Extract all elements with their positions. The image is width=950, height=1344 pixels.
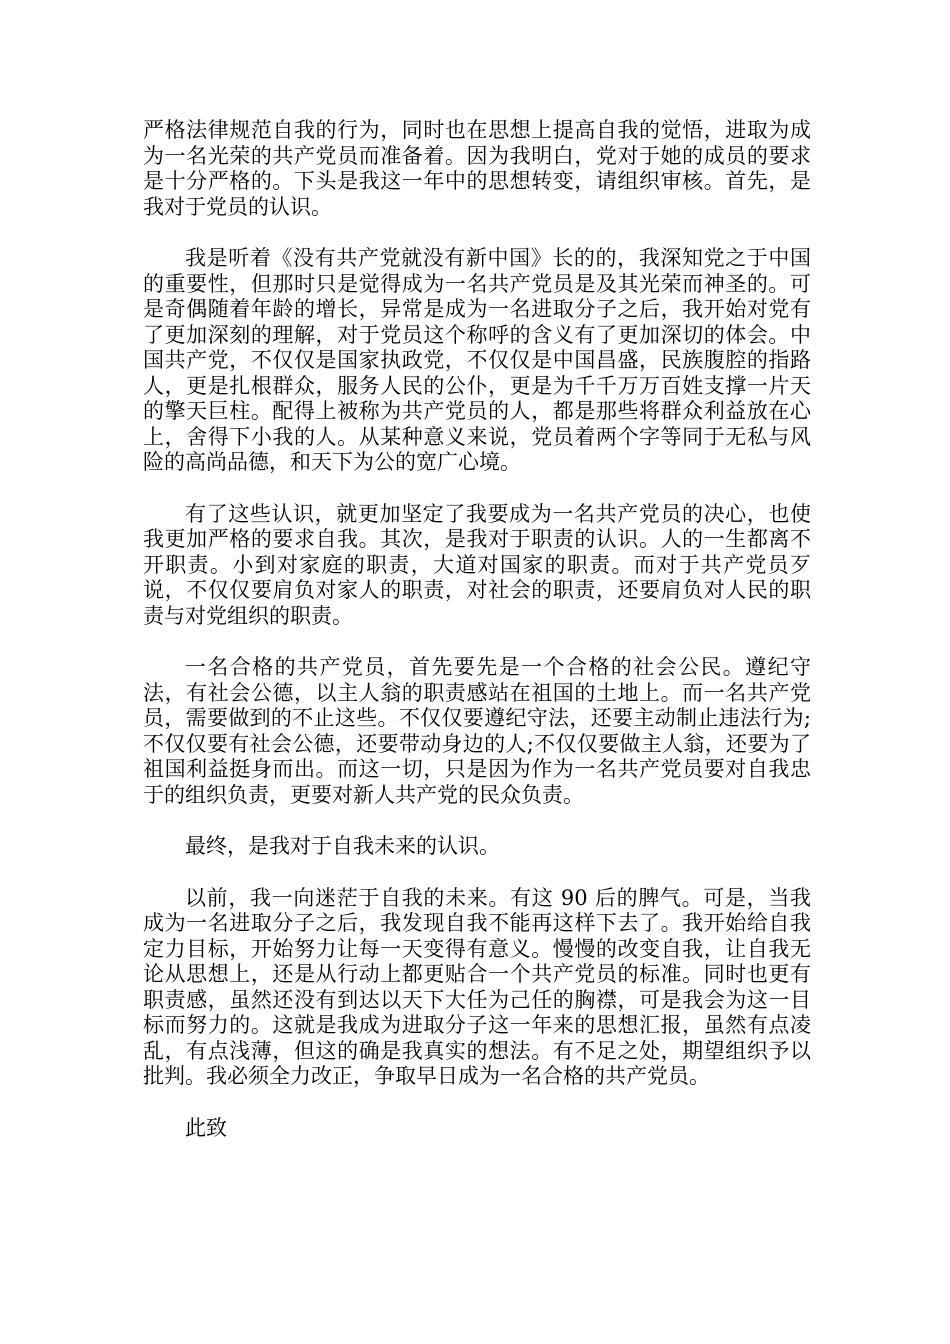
closing-salutation: 此致 (185, 1115, 227, 1140)
paragraph-4: 一名合格的共产党员，首先要先是一个合格的社会公民。遵纪守法，有社会公德，以主人翁的职责感站在祖国的土地上。而一名共产党员，需要做到的不止这些。不仅仅要遵纪守法，还要主动制止违法行为;不仅仅要有社会公德，还要带动身边的人;不仅仅要做主人翁，还要为了祖国利益挺身而出。而这一切，只是因为作为一名共产党员要对自我忠于的组织负责，更要对新人共产党的民众负责。 (143, 655, 811, 807)
document-page (143, 118, 811, 1167)
paragraph-5: 最终，是我对于自我未来的认识。 (185, 834, 500, 858)
paragraph-1: 严格法律规范自我的行为，同时也在思想上提高自我的觉悟，进取为成为一名光荣的共产党员而准备着。因为我明白，党对于她的成员的要求是十分严格的。下头是我这一年中的思想转变，请组织审核。首先，是我对于党员的认识。 (143, 118, 811, 219)
paragraph-2: 我是听着《没有共产党就没有新中国》长的的，我深知党之于中国的重要性，但那时只是觉得成为一名共产党员是及其光荣而神圣的。可是奇偶随着年龄的增长，异常是成为一名进取分子之后，我开始对党有了更加深刻的理解，对于党员这个称呼的含义有了更加深切的体会。中国共产党，不仅仅是国家执政党，不仅仅是中国昌盛，民族腹腔的指路人，更是扎根群众，服务人民的公仆，更是为千千万万百姓支撑一片天的擎天巨柱。配得上被称为共产党员的人，都是那些将群众利益放在心上，舍得下小我的人。从某种意义来说，党员着两个字等同于无私与风险的高尚品德，和天下为公的宽广心境。 (143, 246, 811, 474)
paragraph-6: 以前，我一向迷茫于自我的未来。有这 90 后的脾气。可是，当我成为一名进取分子之后，我发现自我不能再这样下去了。我开始给自我定力目标，开始努力让每一天变得有意义。慢慢的改变自我，让自我无论从思想上，还是从行动上都更贴合一个共产党员的标准。同时也更有职责感，虽然还没有到达以天下大任为己任的胸襟，可是我会为这一目标而努力的。这就是我成为进取分子这一年来的思想汇报，虽然有点凌乱，有点浅薄，但这的确是我真实的想法。有不足之处，期望组织予以批判。我必须全力改正，争取早日成为一名合格的共产党员。 (143, 885, 811, 1088)
paragraph-3: 有了这些认识，就更加坚定了我要成为一名共产党员的决心，也使我更加严格的要求自我。其次，是我对于职责的认识。人的一生都离不开职责。小到对家庭的职责，大道对国家的职责。而对于共产党员歹说，不仅仅要肩负对家人的职责，对社会的职责，还要肩负对人民的职责与对党组织的职责。 (143, 501, 811, 628)
